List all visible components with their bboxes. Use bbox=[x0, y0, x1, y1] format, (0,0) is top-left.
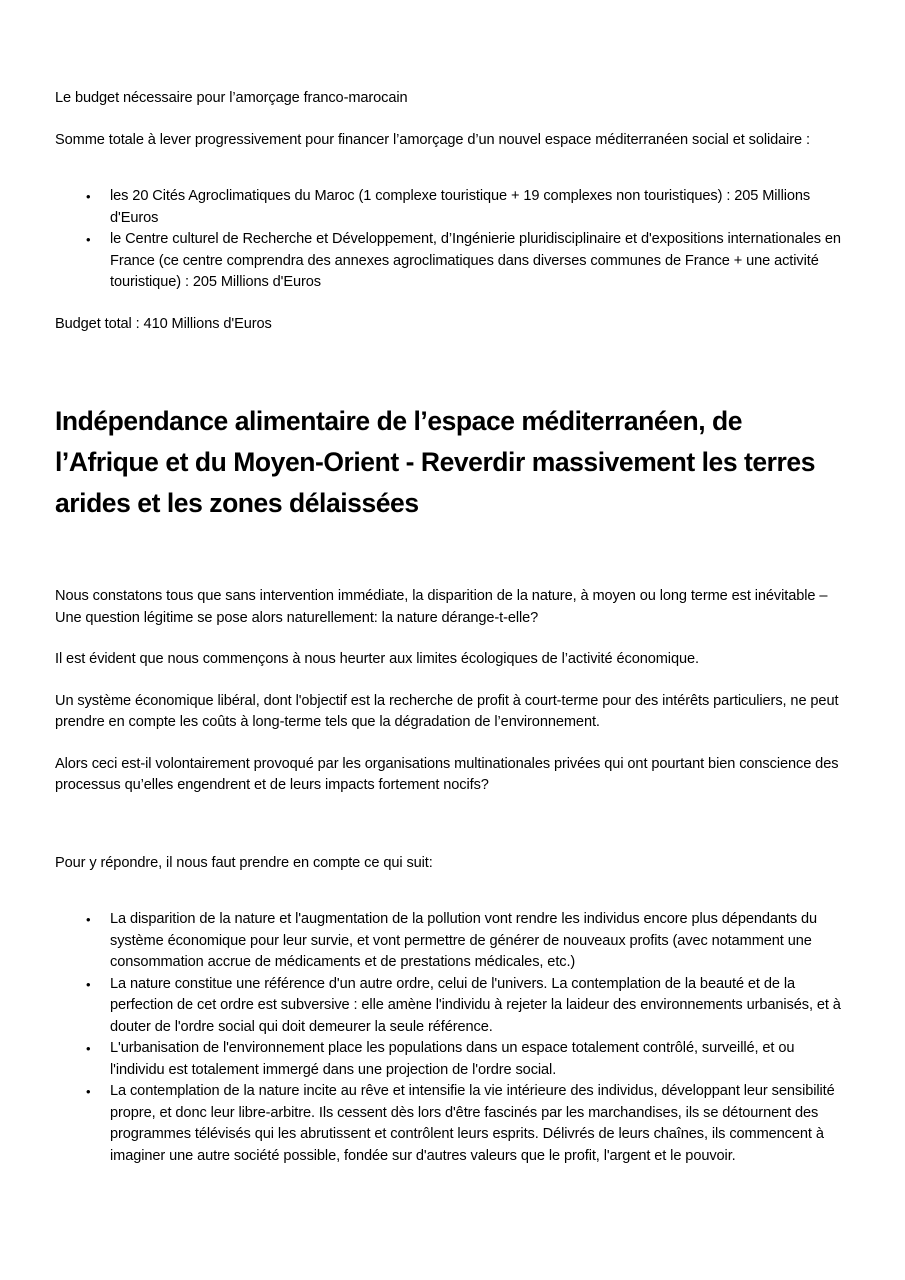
budget-total-line: Budget total : 410 Millions d'Euros bbox=[55, 315, 272, 332]
heading-spacer-below bbox=[55, 524, 848, 586]
lead-in-spacer bbox=[55, 817, 848, 853]
body-paragraph-1: Nous constatons tous que sans intervention immédiate, la disparition de la nature, à moyen ou long terme est inévitable – Une question légitime se pose alors naturellement: la nature dérange-t-elle? bbox=[55, 588, 828, 626]
heading-spacer-above bbox=[55, 355, 848, 401]
lead-in-line: Pour y répondre, il nous faut prendre en compte ce qui suit: bbox=[55, 854, 433, 871]
list-item: • La contemplation de la nature incite au rêve et intensifie la vie intérieure des individus, développant leur sensibilité propre, et donc leur libre-arbitre. Ils cessent dès lors d'être fascinés par les marchandises, ils se détournent des programmes télévisés qui les abrutissent et contrôlent leurs esprits. Délivrés de leurs chaînes, ils commencent à imaginer une autre société possible, fondée sur d'autres valeurs que le profit, l'argent et le pouvoir. bbox=[55, 1081, 848, 1167]
body-paragraph-2: Il est évident que nous commençons à nous heurter aux limites écologiques de l’activité économique. bbox=[55, 651, 699, 667]
list-item: • les 20 Cités Agroclimatiques du Maroc (1 complexe touristique + 19 complexes non touristiques) : 205 Millions d'Euros bbox=[55, 186, 848, 229]
body-paragraph-4: Alors ceci est-il volontairement provoqué par les organisations multinationales privées qui ont pourtant bien conscience des processus qu’elles engendrent et de leurs impacts fortement nocifs? bbox=[55, 755, 839, 793]
list-item: • le Centre culturel de Recherche et Développement, d’Ingénierie pluridisciplinaire et d'expositions internationales en France (ce centre comprendra des annexes agroclimatiques dans diverses communes de France + une activité touristique) : 205 Millions d'Euros bbox=[55, 229, 848, 294]
list-item: • La nature constitue une référence d'un autre ordre, celui de l'univers. La contemplation de la beauté et de la perfection de cet ordre est subversive : elle amène l'individu à rejeter la laideur des environnements urbanisés, et à douter de l'ordre social qui doit demeurer la seule référence. bbox=[55, 974, 848, 1039]
budget-intro-line: Le budget nécessaire pour l’amorçage franco-marocain bbox=[55, 90, 408, 106]
list-spacer-top bbox=[55, 171, 848, 186]
body-paragraph-3: Un système économique libéral, dont l'objectif est la recherche de profit à court-terme pour des intérêts particuliers, ne peut prendre en compte les coûts à long-terme tels que la dégradation de l’environnement. bbox=[55, 692, 839, 730]
budget-total-intro-line: Somme totale à lever progressivement pour financer l’amorçage d’un nouvel espace méditerranéen social et solidaire : bbox=[55, 131, 810, 148]
list-item: • L'urbanisation de l'environnement place les populations dans un espace totalement contrôlé, surveillé, et ou l'individu est totalement immergé dans une projection de l'ordre social. bbox=[55, 1038, 848, 1081]
considerations-list bbox=[55, 909, 848, 1167]
budget-item-list bbox=[55, 186, 848, 294]
list-spacer-bottom bbox=[55, 894, 848, 909]
page-title: Indépendance alimentaire de l’espace méditerranéen, de l’Afrique et du Moyen-Orient - Reverdir massivement les terres arides et les zones délaissées bbox=[55, 406, 815, 518]
list-item: • La disparition de la nature et l'augmentation de la pollution vont rendre les individus encore plus dépendants du système économique pour leur survie, et vont permettre de générer de nouveaux profits (avec notamment une consommation accrue de médicaments et de prestations médicales, etc.) bbox=[55, 909, 848, 974]
